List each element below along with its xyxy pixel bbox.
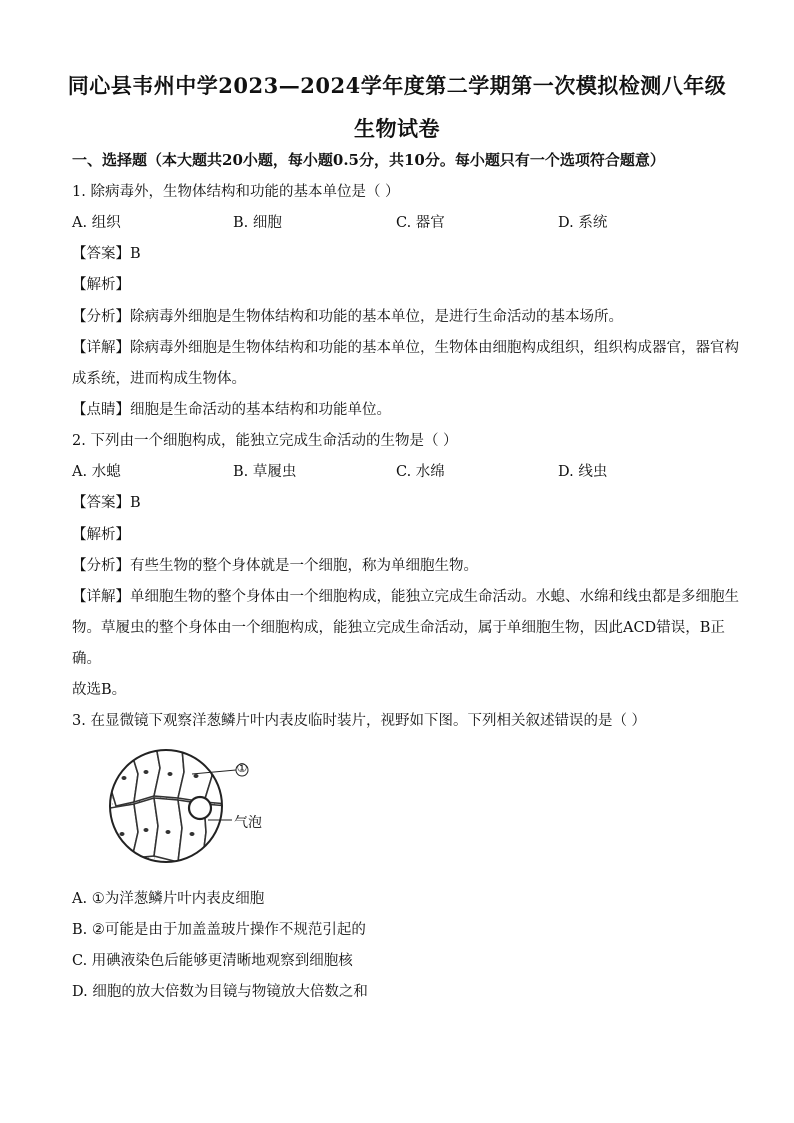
air-bubble [189, 797, 211, 819]
question-2-analysis-tag: 【解析】 [72, 527, 130, 543]
question-2-option-d: D. 线虫 [558, 464, 608, 480]
question-3-stem: 3. 在显微镜下观察洋葱鳞片叶内表皮临时装片，视野如下图。下列相关叙述错误的是（ ） [72, 713, 647, 729]
question-1-analysis-tag: 【解析】 [72, 277, 130, 293]
section-heading: 一、选择题（本大题共20小题，每小题0.5分，共10分。每小题只有一个选项符合题意） [72, 151, 665, 169]
question-2-option-c: C. 水绵 [396, 464, 445, 480]
onion-cell-diagram [108, 746, 288, 866]
question-1-option-b: B. 细胞 [233, 215, 282, 231]
question-2-xiangjie-line1: 【详解】单细胞生物的整个身体由一个细胞构成，能独立完成生命活动。水螅、水绵和线虫都是多细胞生 [72, 589, 739, 605]
question-3-option-a: A. ①为洋葱鳞片叶内表皮细胞 [72, 891, 265, 907]
question-1-option-c: C. 器官 [396, 215, 445, 231]
question-1-xiangjie-line1: 【详解】除病毒外细胞是生物体结构和功能的基本单位，生物体由细胞构成组织，组织构成器官，器官构 [72, 340, 739, 356]
figure-label-1: ① [236, 761, 248, 775]
question-3-option-b: B. ②可能是由于加盖盖玻片操作不规范引起的 [72, 922, 366, 938]
exam-subtitle: 生物试卷 [354, 116, 440, 141]
question-2-xiangjie-line2: 物。草履虫的整个身体由一个细胞构成，能独立完成生命活动，属于单细胞生物，因此ACD错误，B正 [72, 620, 725, 636]
question-3-option-c: C. 用碘液染色后能够更清晰地观察到细胞核 [72, 953, 353, 969]
microscope-field-figure [108, 746, 288, 866]
question-1-stem: 1. 除病毒外，生物体结构和功能的基本单位是（ ） [72, 184, 400, 200]
question-1-dianjing: 【点睛】细胞是生命活动的基本结构和功能单位。 [72, 402, 391, 418]
question-2-option-a: A. 水螅 [72, 464, 121, 480]
question-2-xiangjie-line3: 确。 [72, 651, 101, 667]
question-1-option-d: D. 系统 [558, 215, 608, 231]
question-1-xiangjie-line2: 成系统，进而构成生物体。 [72, 371, 246, 387]
figure-label-bubble: 气泡 [234, 815, 262, 831]
question-2-fenxi: 【分析】有些生物的整个身体就是一个细胞，称为单细胞生物。 [72, 558, 478, 574]
question-2-option-b: B. 草履虫 [233, 464, 297, 480]
question-2-answer: 【答案】B [72, 495, 141, 511]
question-1-fenxi: 【分析】除病毒外细胞是生物体结构和功能的基本单位，是进行生命活动的基本场所。 [72, 309, 623, 325]
question-1-option-a: A. 组织 [72, 215, 121, 231]
question-3-option-d: D. 细胞的放大倍数为目镜与物镜放大倍数之和 [72, 984, 368, 1000]
exam-title: 同心县韦州中学2023—2024学年度第二学期第一次模拟检测八年级 [67, 73, 727, 98]
question-2-conclusion: 故选B。 [72, 682, 127, 698]
question-1-answer: 【答案】B [72, 246, 141, 262]
question-2-stem: 2. 下列由一个细胞构成，能独立完成生命活动的生物是（ ） [72, 433, 458, 449]
